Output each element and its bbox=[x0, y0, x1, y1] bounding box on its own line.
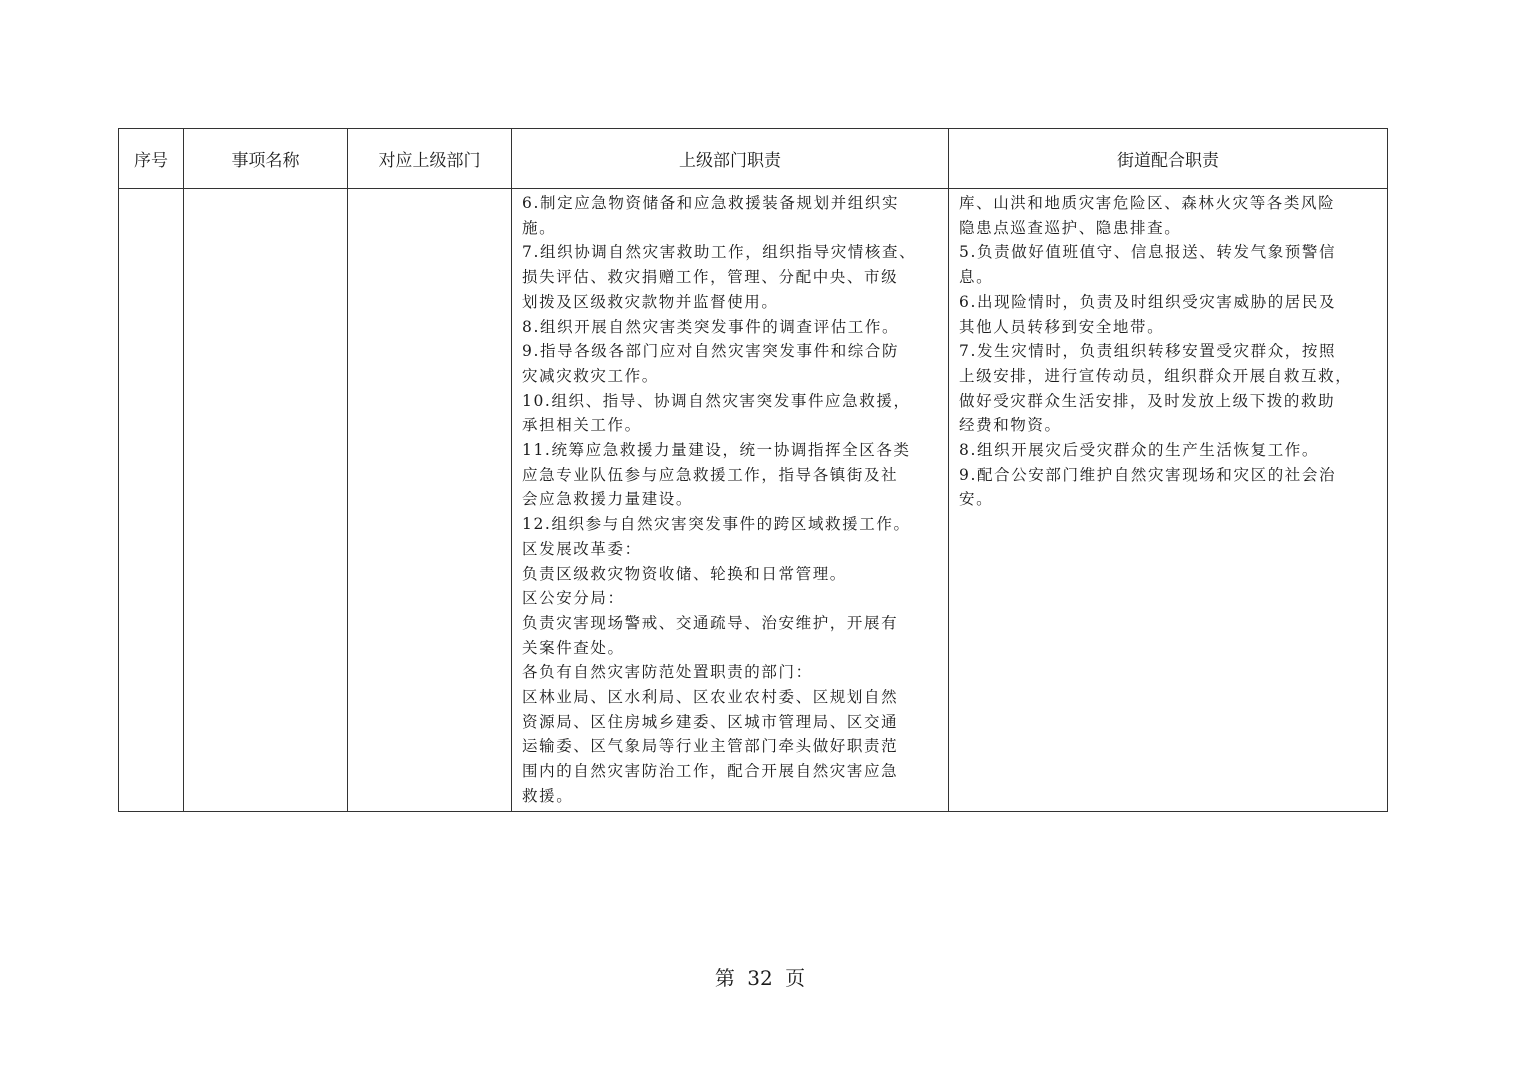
duty-line: 区发展改革委： bbox=[522, 539, 642, 558]
duty-line: 负责区级救灾物资收储、轮换和日常管理。 bbox=[522, 564, 847, 583]
duty-line: 运输委、区气象局等行业主管部门牵头做好职责范 bbox=[522, 737, 899, 756]
duty-line: 5.负责做好值班值守、信息报送、转发气象预警信 bbox=[959, 243, 1337, 262]
duty-line: 12.组织参与自然灾害突发事件的跨区域救援工作。 bbox=[522, 515, 911, 534]
superior-duties-text bbox=[512, 189, 948, 811]
duty-line: 区林业局、区水利局、区农业农村委、区规划自然 bbox=[522, 688, 899, 707]
duty-line: 资源局、区住房城乡建委、区城市管理局、区交通 bbox=[522, 712, 899, 731]
duty-line: 8.组织开展灾后受灾群众的生产生活恢复工作。 bbox=[959, 441, 1319, 460]
duty-line: 做好受灾群众生活安排，及时发放上级下拨的救助 bbox=[959, 391, 1336, 410]
duty-line: 安。 bbox=[959, 490, 994, 509]
duty-line: 库、山洪和地质灾害危险区、森林火灾等各类风险 bbox=[959, 194, 1336, 212]
duty-line: 8.组织开展自然灾害类突发事件的调查评估工作。 bbox=[522, 317, 900, 336]
duty-line: 损失评估、救灾捐赠工作，管理、分配中央、市级 bbox=[522, 268, 899, 287]
duty-line: 区公安分局： bbox=[522, 589, 625, 608]
duty-line: 划拨及区级救灾款物并监督使用。 bbox=[522, 292, 779, 311]
duty-line: 7.发生灾情时，负责组织转移安置受灾群众，按照 bbox=[959, 342, 1337, 361]
table-row bbox=[119, 189, 1388, 812]
duty-line: 承担相关工作。 bbox=[522, 416, 642, 435]
header-index: 序号 bbox=[119, 129, 184, 189]
cell-index bbox=[119, 189, 184, 812]
duty-line: 关案件查处。 bbox=[522, 638, 625, 657]
duty-line: 隐患点巡查巡护、隐患排查。 bbox=[959, 218, 1182, 237]
duty-line: 负责灾害现场警戒、交通疏导、治安维护，开展有 bbox=[522, 613, 899, 632]
duty-line: 经费和物资。 bbox=[959, 416, 1062, 435]
duty-line: 各负有自然灾害防范处置职责的部门： bbox=[522, 663, 813, 682]
header-item-name: 事项名称 bbox=[184, 129, 348, 189]
page-number: 第 32 页 bbox=[714, 966, 806, 990]
cell-superior-department bbox=[348, 189, 512, 812]
duty-line: 9.指导各级各部门应对自然灾害突发事件和综合防 bbox=[522, 342, 900, 361]
cell-item-name bbox=[184, 189, 348, 812]
duty-line: 6.出现险情时，负责及时组织受灾害威胁的居民及 bbox=[959, 292, 1337, 311]
duty-line: 11.统筹应急救援力量建设，统一协调指挥全区各类 bbox=[522, 441, 911, 460]
duty-line: 9.配合公安部门维护自然灾害现场和灾区的社会治 bbox=[959, 465, 1337, 484]
header-superior-duties: 上级部门职责 bbox=[512, 129, 949, 189]
duty-line: 上级安排，进行宣传动员，组织群众开展自救互救， bbox=[959, 366, 1353, 385]
cell-superior-duties bbox=[512, 189, 949, 812]
duties-table bbox=[118, 128, 1388, 812]
duty-line: 围内的自然灾害防治工作，配合开展自然灾害应急 bbox=[522, 762, 899, 781]
duty-line: 应急专业队伍参与应急救援工作，指导各镇街及社 bbox=[522, 465, 899, 484]
duty-line: 其他人员转移到安全地带。 bbox=[959, 317, 1165, 336]
table-header-row bbox=[119, 129, 1388, 189]
duty-line: 施。 bbox=[522, 218, 557, 237]
duty-line: 会应急救援力量建设。 bbox=[522, 490, 694, 509]
duty-line: 7.组织协调自然灾害救助工作，组织指导灾情核查、 bbox=[522, 243, 917, 262]
header-street-duties: 街道配合职责 bbox=[949, 129, 1388, 189]
header-superior-department: 对应上级部门 bbox=[348, 129, 512, 189]
duty-line: 息。 bbox=[959, 268, 994, 287]
duty-line: 10.组织、指导、协调自然灾害突发事件应急救援， bbox=[522, 391, 911, 410]
street-duties-text bbox=[949, 189, 1387, 514]
duty-line: 灾减灾救灾工作。 bbox=[522, 366, 659, 385]
duty-line: 6.制定应急物资储备和应急救援装备规划并组织实 bbox=[522, 194, 900, 212]
cell-street-duties bbox=[949, 189, 1388, 812]
duty-line: 救援。 bbox=[522, 786, 574, 805]
